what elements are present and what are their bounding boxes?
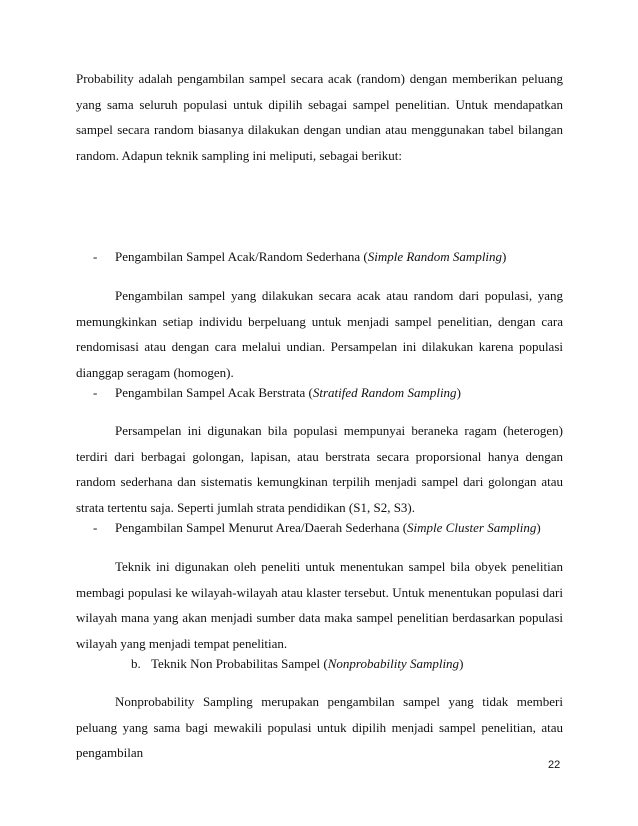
intro-paragraph: Probability adalah pengambilan sampel secara acak (random) dengan memberikan peluang yang sama seluruh populasi untuk dipilih sebagai sampel penelitian. Untuk mendapatkan sampel secara random biasanya dilakukan dengan undian atau menggunakan tabel bilangan random. Adapun teknik sampling ini meliputi, sebagai berikut: — [76, 71, 563, 163]
item-1-heading-term: Simple Random Sampling — [367, 249, 503, 264]
item-2-heading — [93, 380, 563, 406]
item-2-heading-close: ) — [456, 385, 461, 400]
item-1-heading-close: ) — [502, 249, 507, 264]
section-b-marker: b. — [131, 656, 141, 671]
item-3-dash: - — [93, 520, 98, 535]
item-2-dash: - — [93, 385, 98, 400]
item-1-body: Pengambilan sampel yang dilakukan secara acak atau random dari populasi, yang memungkinkan setiap individu berpeluang untuk menjadi sampel penelitian, dengan cara rendomisasi atau dengan cara melalui undian. Persampelan ini dilakukan karena populasi dianggap seragam (homogen). — [76, 288, 563, 380]
item-3-heading — [93, 515, 563, 541]
section-b-heading-term: Nonprobability Sampling — [327, 656, 460, 671]
item-1-heading-text: Pengambilan Sampel Acak/Random Sederhana ( — [115, 249, 368, 264]
item-1-dash: - — [93, 249, 98, 264]
section-b-heading-text: Teknik Non Probabilitas Sampel ( — [151, 656, 328, 671]
item-2-heading-text: Pengambilan Sampel Acak Berstrata ( — [115, 385, 313, 400]
item-3-heading-close: ) — [536, 520, 541, 535]
section-b-heading — [131, 651, 563, 677]
item-3-heading-text: Pengambilan Sampel Menurut Area/Daerah Sederhana ( — [115, 520, 408, 535]
item-2-body: Persampelan ini digunakan bila populasi mempunyai beraneka ragam (heterogen) terdiri dari berbagai golongan, lapisan, atau berstrata secara proporsional hanya dengan random sederhana dan sistematis kemungkinan terpilih menjadi sampel dari golongan atau strata tertentu saja. Seperti jumlah strata pendidikan (S1, S2, S3). — [76, 423, 563, 515]
item-3-body: Teknik ini digunakan oleh peneliti untuk menentukan sampel bila obyek penelitian membagi populasi ke wilayah-wilayah atau klaster tersebut. Untuk menentukan populasi dari wilayah mana yang akan menjadi sumber data maka sampel penelitian berdasarkan populasi wilayah yang menjadi tempat penelitian. — [76, 559, 563, 651]
section-b-body: Nonprobability Sampling merupakan pengambilan sampel yang tidak memberi peluang yang sama bagi mewakili populasi untuk dipilih menjadi sampel penelitian, atau pengambilan — [76, 694, 563, 760]
page-number: 22 — [548, 759, 561, 771]
item-2-heading-term: Stratifed Random Sampling — [312, 385, 457, 400]
section-b-heading-close: ) — [459, 656, 464, 671]
item-3-heading-term: Simple Cluster Sampling — [407, 520, 537, 535]
item-1-heading — [93, 244, 563, 270]
